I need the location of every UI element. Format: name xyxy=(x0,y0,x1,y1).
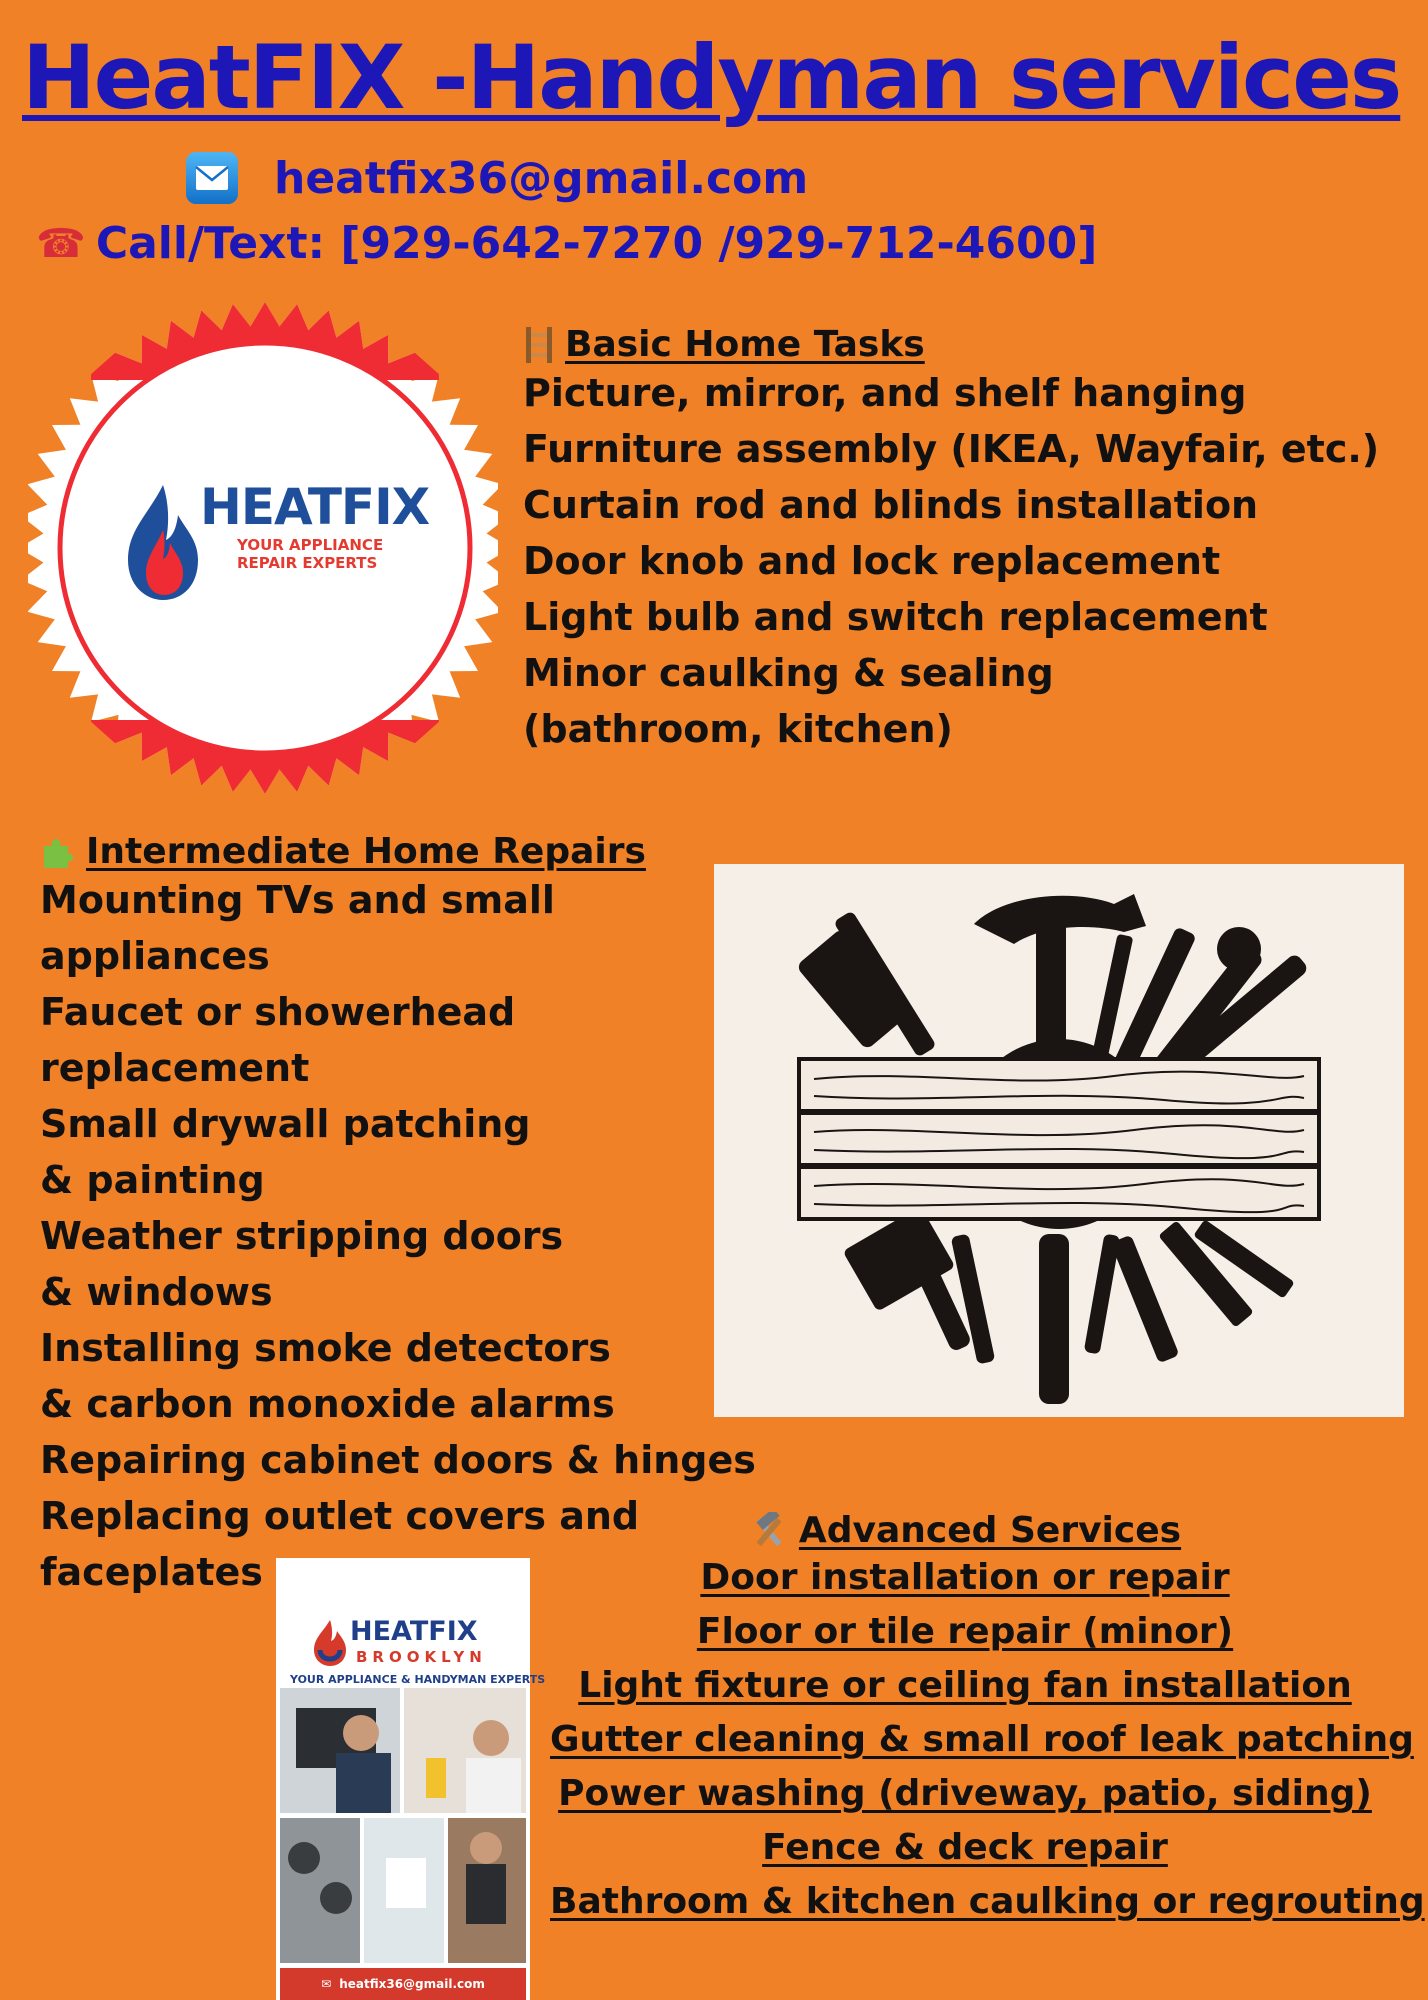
advanced-services-list xyxy=(550,1551,1425,1929)
list-item: Minor caulking & sealing (bathroom, kitchen) xyxy=(523,651,1054,751)
envelope-icon: ✉ xyxy=(321,1977,332,1991)
list-item: Small drywall patching & painting xyxy=(40,1102,531,1202)
list-item: Door knob and lock replacement xyxy=(523,539,1221,583)
intermediate-repairs-section xyxy=(40,831,756,1600)
page-title: HeatFIX -Handyman services xyxy=(22,26,1401,129)
advanced-services-section xyxy=(550,1510,1425,1929)
ladder-icon xyxy=(523,326,555,364)
telephone-icon: ☎ xyxy=(36,220,86,267)
list-item: Light fixture or ceiling fan installation xyxy=(578,1665,1352,1706)
puzzle-piece-icon xyxy=(40,834,76,870)
advanced-services-heading xyxy=(550,1510,1380,1551)
flyer-email-bar xyxy=(280,1968,526,2000)
list-item: Mounting TVs and small appliances xyxy=(40,878,555,978)
list-item: Installing smoke detectors & carbon monoxide alarms xyxy=(40,1326,615,1426)
list-item: Faucet or showerhead replacement xyxy=(40,990,516,1090)
email-link[interactable]: heatfix36@gmail.com xyxy=(274,152,809,204)
flyer-email: heatfix36@gmail.com xyxy=(339,1977,485,1991)
list-item: Furniture assembly (IKEA, Wayfair, etc.) xyxy=(523,427,1380,471)
list-item: Door installation or repair xyxy=(700,1557,1230,1598)
list-item: Curtain rod and blinds installation xyxy=(523,483,1259,527)
flyer-tagline: YOUR APPLIANCE & HANDYMAN EXPERTS xyxy=(290,1673,546,1686)
flyer-brand: HEATFIX xyxy=(350,1616,478,1647)
list-item: Power washing (driveway, patio, siding) xyxy=(558,1773,1372,1814)
badge-tagline xyxy=(237,536,428,572)
envelope-icon xyxy=(186,152,238,204)
hammer-wrench-icon xyxy=(749,1512,789,1550)
phone-numbers[interactable]: Call/Text: [929-642-7270 /929-712-4600] xyxy=(95,218,1098,269)
badge-brand: HEATFIX xyxy=(200,478,430,536)
list-item: Bathroom & kitchen caulking or regrouting xyxy=(550,1881,1425,1922)
email-row xyxy=(186,152,808,204)
advanced-services-heading-text: Advanced Services xyxy=(798,1510,1182,1551)
heatfix-badge-logo xyxy=(28,300,498,800)
list-item: Repairing cabinet doors & hinges xyxy=(40,1438,756,1482)
badge-tagline-line2: REPAIR EXPERTS xyxy=(237,554,378,572)
brooklyn-flyer-image xyxy=(276,1558,546,2000)
basic-tasks-list xyxy=(523,365,1423,757)
list-item: Gutter cleaning & small roof leak patching xyxy=(550,1719,1414,1760)
list-item: Replacing outlet covers and faceplates xyxy=(40,1494,640,1594)
basic-tasks-section xyxy=(523,324,1423,757)
intermediate-repairs-heading xyxy=(40,831,730,872)
phone-row xyxy=(36,218,1097,269)
badge-text xyxy=(128,478,428,572)
basic-tasks-heading-text: Basic Home Tasks xyxy=(565,324,925,365)
flyer-city: BROOKLYN xyxy=(356,1648,487,1666)
list-item: Weather stripping doors & windows xyxy=(40,1214,564,1314)
list-item: Light bulb and switch replacement xyxy=(523,595,1268,639)
list-item: Fence & deck repair xyxy=(762,1827,1168,1868)
tools-illustration xyxy=(714,864,1404,1417)
basic-tasks-heading xyxy=(523,324,1423,365)
intermediate-repairs-list xyxy=(40,872,756,1600)
intermediate-repairs-heading-text: Intermediate Home Repairs xyxy=(86,831,646,872)
list-item: Picture, mirror, and shelf hanging xyxy=(523,371,1247,415)
tools-wood-sign-icon xyxy=(714,864,1404,1417)
flyer-logo-icon xyxy=(314,1620,346,1666)
list-item: Floor or tile repair (minor) xyxy=(696,1611,1234,1652)
badge-tagline-line1: YOUR APPLIANCE xyxy=(237,536,384,554)
